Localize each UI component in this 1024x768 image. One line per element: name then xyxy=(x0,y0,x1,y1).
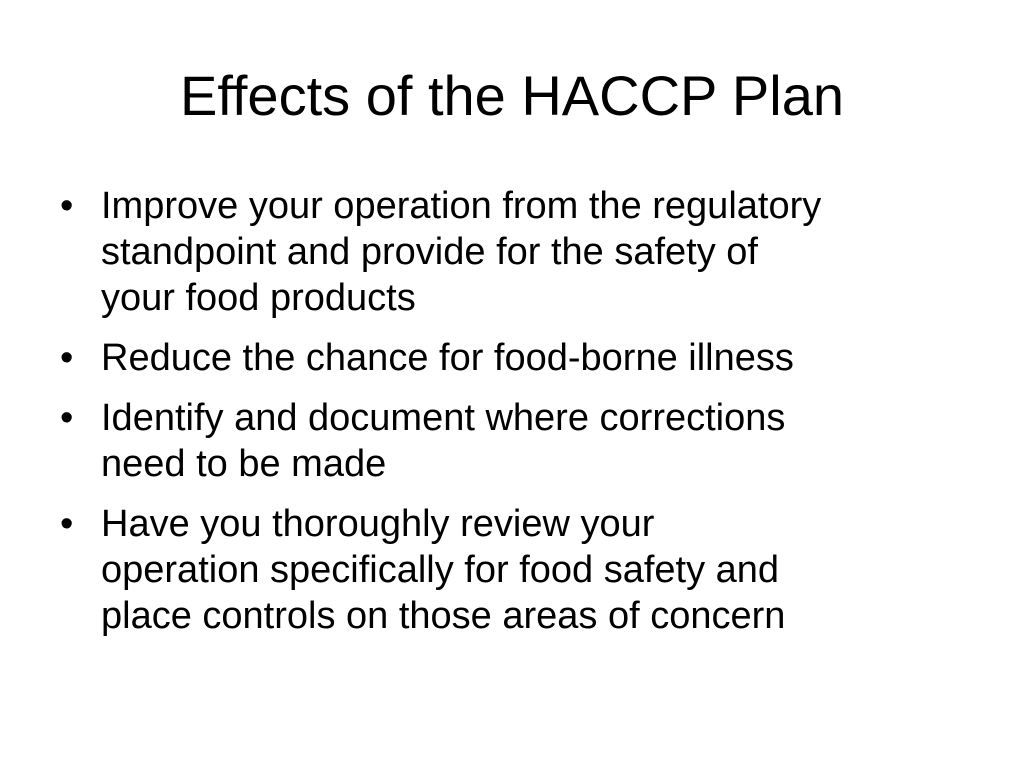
bullet-line: Reduce the chance for food-borne illness xyxy=(101,337,794,379)
bullet-line: Have you thoroughly review your xyxy=(101,503,655,545)
bullet-text xyxy=(101,183,976,321)
bullet-item xyxy=(56,335,976,381)
bullet-line: Identify and document where corrections xyxy=(101,397,786,439)
slide-title: Effects of the HACCP Plan xyxy=(179,64,845,127)
bullet-icon: • xyxy=(60,503,74,545)
bullet-line: your food products xyxy=(101,277,416,319)
bullet-line: standpoint and provide for the safety of xyxy=(101,231,758,273)
bullet-text xyxy=(101,335,976,381)
bullet-line: Improve your operation from the regulatory xyxy=(101,185,822,227)
bullet-item xyxy=(56,395,976,487)
bullet-icon: • xyxy=(60,397,74,439)
bullet-text xyxy=(101,501,976,639)
bullet-line: place controls on those areas of concern xyxy=(101,595,786,637)
bullet-item xyxy=(56,501,976,639)
bullet-list xyxy=(56,183,976,653)
bullet-icon: • xyxy=(60,337,74,379)
bullet-line: operation specifically for food safety and xyxy=(101,549,780,591)
bullet-icon: • xyxy=(60,185,74,227)
bullet-line: need to be made xyxy=(101,443,387,485)
bullet-item xyxy=(56,183,976,321)
bullet-text xyxy=(101,395,976,487)
